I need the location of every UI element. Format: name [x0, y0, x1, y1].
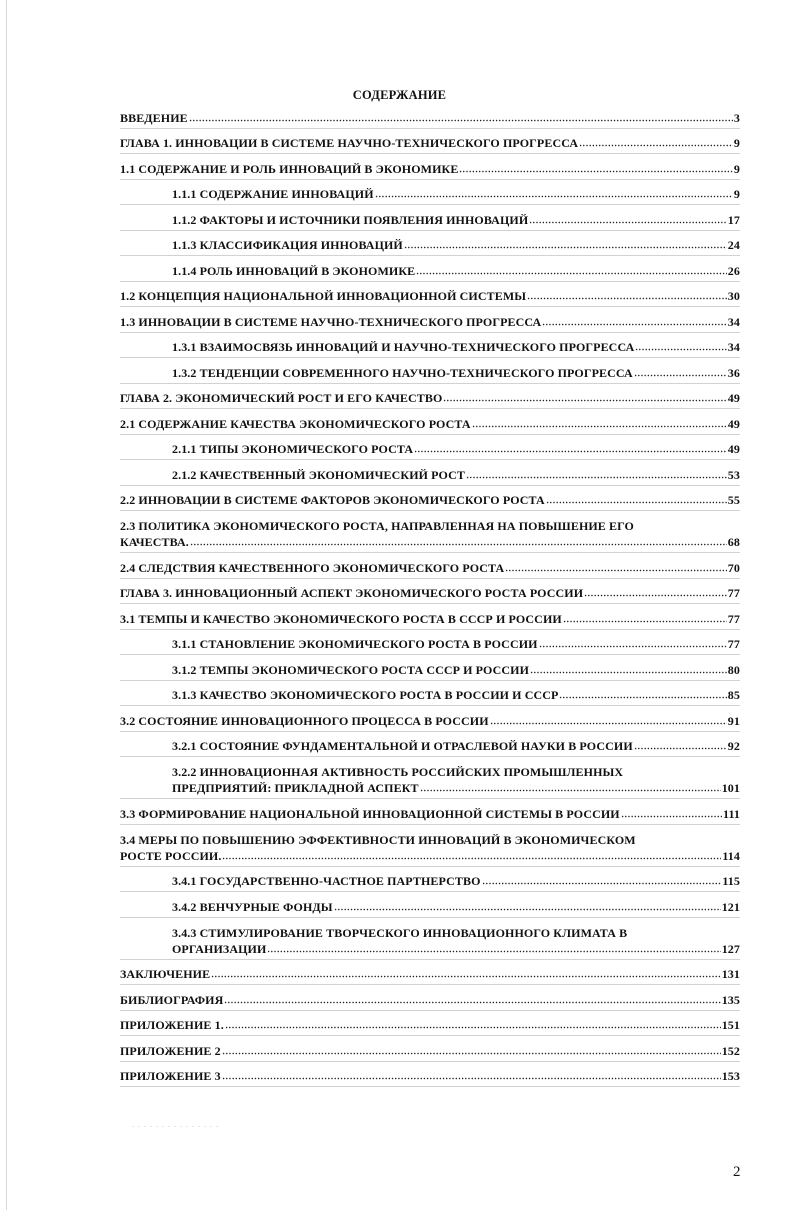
- toc-entry-row: [172, 688, 740, 703]
- dot-leader: [530, 664, 727, 674]
- toc-entry[interactable]: [120, 435, 740, 461]
- dot-leader: [222, 850, 721, 860]
- toc-entry[interactable]: [120, 799, 740, 825]
- toc-entry[interactable]: [120, 460, 740, 486]
- toc-entry-page: 53: [727, 467, 740, 482]
- toc-entry-page: 92: [727, 739, 740, 753]
- toc-entry-row: [120, 1044, 740, 1059]
- dot-leader: [546, 494, 727, 504]
- toc-entry-page: 91: [727, 713, 740, 728]
- toc-entry-title: 2.1.1 ТИПЫ ЭКОНОМИЧЕСКОГО РОСТА: [172, 442, 414, 456]
- toc-entry-title: ГЛАВА 3. ИННОВАЦИОННЫЙ АСПЕКТ ЭКОНОМИЧЕСКОГО РОСТА РОССИИ: [120, 586, 584, 600]
- toc-entry-page: 49: [727, 391, 740, 405]
- toc-entry-title: 2.2 ИННОВАЦИИ В СИСТЕМЕ ФАКТОРОВ ЭКОНОМИЧЕСКОГО РОСТА: [120, 493, 545, 507]
- toc-entry-page: 9: [733, 136, 740, 150]
- toc-entry[interactable]: [120, 333, 740, 359]
- toc-entry-title: 2.1 СОДЕРЖАНИЕ КАЧЕСТВА ЭКОНОМИЧЕСКОГО РОСТА: [120, 416, 471, 431]
- toc-entry-page: 36: [727, 365, 740, 380]
- toc-entry-title: 3.1.3 КАЧЕСТВО ЭКОНОМИЧЕСКОГО РОСТА В РОССИИ И СССР: [172, 688, 559, 702]
- toc-entry-page: 85: [727, 688, 740, 702]
- toc-entry-page: 3: [733, 110, 740, 125]
- toc-entry-title: ПРИЛОЖЕНИЕ 1.: [120, 1018, 224, 1032]
- dot-leader: [190, 536, 727, 546]
- toc-entry[interactable]: [120, 655, 740, 681]
- dot-leader: [224, 994, 720, 1004]
- dot-leader: [459, 163, 732, 173]
- toc-entry-row: [120, 967, 740, 982]
- dot-leader: [539, 638, 727, 648]
- toc-entry-row: [120, 417, 740, 432]
- dot-leader: [563, 613, 727, 623]
- toc-entry-row: [172, 739, 740, 754]
- toc-entry-page: 9: [733, 161, 740, 176]
- toc-entry-row: [172, 366, 740, 381]
- toc-entry-title: 1.1.2 ФАКТОРЫ И ИСТОЧНИКИ ПОЯВЛЕНИЯ ИННОВАЦИЙ: [172, 212, 529, 227]
- page-title: СОДЕРЖАНИЕ: [352, 88, 447, 102]
- toc-entry[interactable]: [120, 579, 740, 605]
- toc-entry-page: 49: [727, 442, 740, 456]
- toc-entry-title-line: 3.4.3 СТИМУЛИРОВАНИЕ ТВОРЧЕСКОГО ИННОВАЦИОННОГО КЛИМАТА В: [172, 925, 628, 940]
- toc-entry[interactable]: [120, 103, 740, 129]
- toc-entry-title: 1.1.1 СОДЕРЖАНИЕ ИННОВАЦИЙ: [172, 187, 374, 201]
- toc-entry-title: 1.3.2 ТЕНДЕНЦИИ СОВРЕМЕННОГО НАУЧНО-ТЕХНИЧЕСКОГО ПРОГРЕССА: [172, 365, 633, 380]
- toc-entry[interactable]: [120, 604, 740, 630]
- toc-entry-page: 30: [727, 289, 740, 303]
- dot-leader: [542, 316, 726, 326]
- toc-entry-row: [120, 493, 740, 508]
- toc-entry-title: 3.4.2 ВЕНЧУРНЫЕ ФОНДЫ: [172, 899, 333, 914]
- toc-entry[interactable]: [120, 129, 740, 155]
- dot-leader: [334, 901, 721, 911]
- toc-entry-title: 1.1.4 РОЛЬ ИННОВАЦИЙ В ЭКОНОМИКЕ: [172, 263, 416, 278]
- toc-entry-row: [172, 442, 740, 457]
- toc-entry-title: 1.3 ИННОВАЦИИ В СИСТЕМЕ НАУЧНО-ТЕХНИЧЕСКОГО ПРОГРЕССА: [120, 314, 542, 329]
- toc-entry-page: 77: [727, 611, 740, 626]
- toc-entry-row: [172, 213, 740, 228]
- scan-specks: [130, 1126, 220, 1127]
- dot-leader: [416, 265, 727, 275]
- toc-entry-row: [120, 315, 740, 330]
- toc-entry-title-line: 3.4 МЕРЫ ПО ПОВЫШЕНИЮ ЭФФЕКТИВНОСТИ ИННОВАЦИЙ В ЭКОНОМИЧЕСКОМ: [120, 832, 636, 847]
- toc-entry-page: 135: [721, 992, 740, 1007]
- dot-leader: [559, 689, 726, 699]
- dot-leader: [579, 137, 733, 147]
- dot-leader: [420, 782, 721, 792]
- toc-entry[interactable]: [120, 154, 740, 180]
- toc-entry[interactable]: [120, 892, 740, 918]
- toc-entry-page: 152: [721, 1043, 740, 1058]
- toc-entry-page: 115: [722, 874, 740, 888]
- toc-entry[interactable]: [120, 681, 740, 707]
- toc-entry[interactable]: [120, 486, 740, 512]
- toc-entry-title: КАЧЕСТВА.: [120, 535, 189, 549]
- dot-leader: [529, 214, 727, 224]
- toc-entry[interactable]: [120, 409, 740, 435]
- toc-entry-row: [120, 391, 740, 406]
- toc-entry[interactable]: [120, 960, 740, 986]
- toc-entry-page: 101: [721, 781, 740, 795]
- dot-leader: [225, 1019, 721, 1029]
- toc-entry-page: 55: [727, 493, 740, 507]
- dot-leader: [189, 112, 733, 122]
- toc-entry-title: 3.2.1 СОСТОЯНИЕ ФУНДАМЕНТАЛЬНОЙ И ОТРАСЛЕВОЙ НАУКИ В РОССИИ: [172, 739, 633, 753]
- toc-entry-row: [172, 637, 740, 652]
- toc-entry[interactable]: [120, 732, 740, 758]
- toc-entry[interactable]: [120, 384, 740, 410]
- dot-leader: [375, 188, 733, 198]
- toc-entry-title: БИБЛИОГРАФИЯ: [120, 992, 224, 1007]
- toc-entry[interactable]: [120, 553, 740, 579]
- toc-entry-title: 1.3.1 ВЗАИМОСВЯЗЬ ИННОВАЦИЙ И НАУЧНО-ТЕХНИЧЕСКОГО ПРОГРЕССА: [172, 340, 635, 354]
- dot-leader: [466, 469, 727, 479]
- toc-entry-page: 80: [727, 662, 740, 677]
- dot-leader: [505, 562, 726, 572]
- toc-entry-row: [120, 849, 740, 864]
- toc-entry[interactable]: [120, 282, 740, 308]
- toc-entry-page: 131: [721, 967, 740, 981]
- toc-entry-page: 68: [727, 535, 740, 549]
- dot-leader: [634, 740, 727, 750]
- toc-entry-title: ПРЕДПРИЯТИЙ: ПРИКЛАДНОЙ АСПЕКТ: [172, 781, 419, 795]
- dot-leader: [404, 239, 727, 249]
- toc-entry[interactable]: [120, 1011, 740, 1037]
- toc-entry-page: 34: [727, 340, 740, 354]
- toc-entry-title: 1.1 СОДЕРЖАНИЕ И РОЛЬ ИННОВАЦИЙ В ЭКОНОМИКЕ: [120, 161, 459, 176]
- toc-entry[interactable]: [120, 205, 740, 231]
- toc-entry-title: ВВЕДЕНИЕ: [120, 110, 188, 125]
- toc-entry-title: 3.2 СОСТОЯНИЕ ИННОВАЦИОННОГО ПРОЦЕССА В РОССИИ: [120, 713, 489, 728]
- toc-entry-row: [172, 874, 740, 889]
- toc-entry-row: [172, 781, 740, 796]
- toc-entry-title: 1.1.3 КЛАССИФИКАЦИЯ ИННОВАЦИЙ: [172, 238, 403, 252]
- toc-entry[interactable]: [120, 307, 740, 333]
- toc-entry-page: 77: [727, 637, 740, 651]
- toc-entry-row: [120, 136, 740, 151]
- toc-entry-page: 49: [727, 416, 740, 431]
- toc-entry-row: [120, 1018, 740, 1033]
- dot-leader: [414, 443, 727, 453]
- toc-entry-title: 3.1.1 СТАНОВЛЕНИЕ ЭКОНОМИЧЕСКОГО РОСТА В РОССИИ: [172, 637, 538, 651]
- toc-entry-row: [172, 942, 740, 957]
- toc-entry[interactable]: [120, 757, 740, 799]
- toc-entry-page: 151: [721, 1018, 740, 1032]
- toc-entry-page: 9: [733, 187, 740, 201]
- dot-leader: [621, 808, 722, 818]
- dot-leader: [584, 587, 727, 597]
- toc-entry-title: ГЛАВА 1. ИННОВАЦИИ В СИСТЕМЕ НАУЧНО-ТЕХНИЧЕСКОГО ПРОГРЕССА: [120, 136, 579, 150]
- toc-entry-title: ЗАКЛЮЧЕНИЕ: [120, 967, 211, 981]
- toc-entry-row: [120, 1069, 740, 1084]
- dot-leader: [222, 1045, 721, 1055]
- toc-entry-page: 70: [727, 560, 740, 575]
- toc-entry-row: [172, 187, 740, 202]
- toc-entry-title: 3.1 ТЕМПЫ И КАЧЕСТВО ЭКОНОМИЧЕСКОГО РОСТА В СССР И РОССИИ: [120, 611, 562, 626]
- toc-entry[interactable]: [120, 180, 740, 206]
- toc-entry-title: 3.3 ФОРМИРОВАНИЕ НАЦИОНАЛЬНОЙ ИННОВАЦИОННОЙ СИСТЕМЫ В РОССИИ: [120, 806, 620, 821]
- toc-entry-title: 3.4.1 ГОСУДАРСТВЕННО-ЧАСТНОЕ ПАРТНЕРСТВО: [172, 874, 481, 888]
- toc-entry-title-line: 2.3 ПОЛИТИКА ЭКОНОМИЧЕСКОГО РОСТА, НАПРАВЛЕННАЯ НА ПОВЫШЕНИЕ ЕГО: [120, 519, 634, 533]
- toc-entry-page: 77: [727, 586, 740, 600]
- toc-entry-title: 2.4 СЛЕДСТВИЯ КАЧЕСТВЕННОГО ЭКОНОМИЧЕСКОГО РОСТА: [120, 560, 505, 575]
- dot-leader: [634, 367, 727, 377]
- dot-leader: [527, 290, 727, 300]
- toc-entry-row: [120, 162, 740, 177]
- toc-entry-title: 3.1.2 ТЕМПЫ ЭКОНОМИЧЕСКОГО РОСТА СССР И РОССИИ: [172, 662, 530, 677]
- toc-entry-page: 24: [727, 238, 740, 252]
- page-number: 2: [733, 1164, 741, 1180]
- toc-entry-row: [120, 586, 740, 601]
- toc-entry-row: [172, 238, 740, 253]
- toc-entry-page: 153: [721, 1069, 740, 1083]
- toc-entry[interactable]: [120, 985, 740, 1011]
- toc-entry-page: 127: [721, 941, 740, 956]
- dot-leader: [211, 968, 721, 978]
- toc-entry[interactable]: [120, 358, 740, 384]
- toc-entry[interactable]: [120, 1062, 740, 1088]
- table-of-contents: [120, 103, 740, 1087]
- toc-entry-row: [120, 289, 740, 304]
- toc-entry[interactable]: [120, 256, 740, 282]
- toc-entry[interactable]: [120, 706, 740, 732]
- toc-entry-title: ПРИЛОЖЕНИЕ 3: [120, 1069, 221, 1083]
- toc-entry-row: [172, 340, 740, 355]
- dot-leader: [635, 341, 726, 351]
- toc-entry-row: [172, 900, 740, 915]
- dot-leader: [222, 1070, 721, 1080]
- toc-entry[interactable]: [120, 867, 740, 893]
- toc-entry-page: 26: [727, 263, 740, 278]
- dot-leader: [472, 418, 727, 428]
- toc-entry-title-line: 3.2.2 ИННОВАЦИОННАЯ АКТИВНОСТЬ РОССИЙСКИХ ПРОМЫШЛЕННЫХ: [172, 765, 624, 779]
- toc-entry-row: [172, 264, 740, 279]
- toc-entry-row: [120, 714, 740, 729]
- toc-entry-row: [172, 663, 740, 678]
- toc-entry-title: ГЛАВА 2. ЭКОНОМИЧЕСКИЙ РОСТ И ЕГО КАЧЕСТВО: [120, 391, 443, 405]
- toc-entry[interactable]: [120, 231, 740, 257]
- toc-entry-page: 17: [727, 212, 740, 227]
- dot-leader: [490, 715, 727, 725]
- dot-leader: [482, 875, 722, 885]
- toc-entry[interactable]: [120, 1036, 740, 1062]
- toc-entry-title: ОРГАНИЗАЦИИ: [172, 941, 267, 956]
- scan-edge-line: [6, 0, 7, 1210]
- toc-entry[interactable]: [120, 825, 740, 867]
- dot-leader: [267, 943, 720, 953]
- toc-entry-row: [120, 993, 740, 1008]
- toc-entry-page: 114: [722, 848, 740, 863]
- toc-entry[interactable]: [120, 918, 740, 960]
- toc-entry-title: 1.2 КОНЦЕПЦИЯ НАЦИОНАЛЬНОЙ ИННОВАЦИОННОЙ СИСТЕМЫ: [120, 289, 527, 303]
- toc-entry[interactable]: [120, 630, 740, 656]
- toc-entry-row: [120, 612, 740, 627]
- toc-entry-row: [172, 468, 740, 483]
- toc-entry-page: 34: [727, 314, 740, 329]
- toc-entry-row: [120, 561, 740, 576]
- toc-entry[interactable]: [120, 511, 740, 553]
- toc-entry-row: [120, 807, 740, 822]
- toc-entry-page: 121: [721, 899, 740, 914]
- dot-leader: [443, 392, 726, 402]
- toc-entry-title: ПРИЛОЖЕНИЕ 2: [120, 1043, 221, 1058]
- toc-entry-row: [120, 111, 740, 126]
- toc-entry-row: [120, 535, 740, 550]
- toc-entry-title: РОСТЕ РОССИИ.: [120, 848, 222, 863]
- toc-entry-page: 111: [723, 806, 740, 821]
- toc-entry-title: 2.1.2 КАЧЕСТВЕННЫЙ ЭКОНОМИЧЕСКИЙ РОСТ: [172, 467, 465, 482]
